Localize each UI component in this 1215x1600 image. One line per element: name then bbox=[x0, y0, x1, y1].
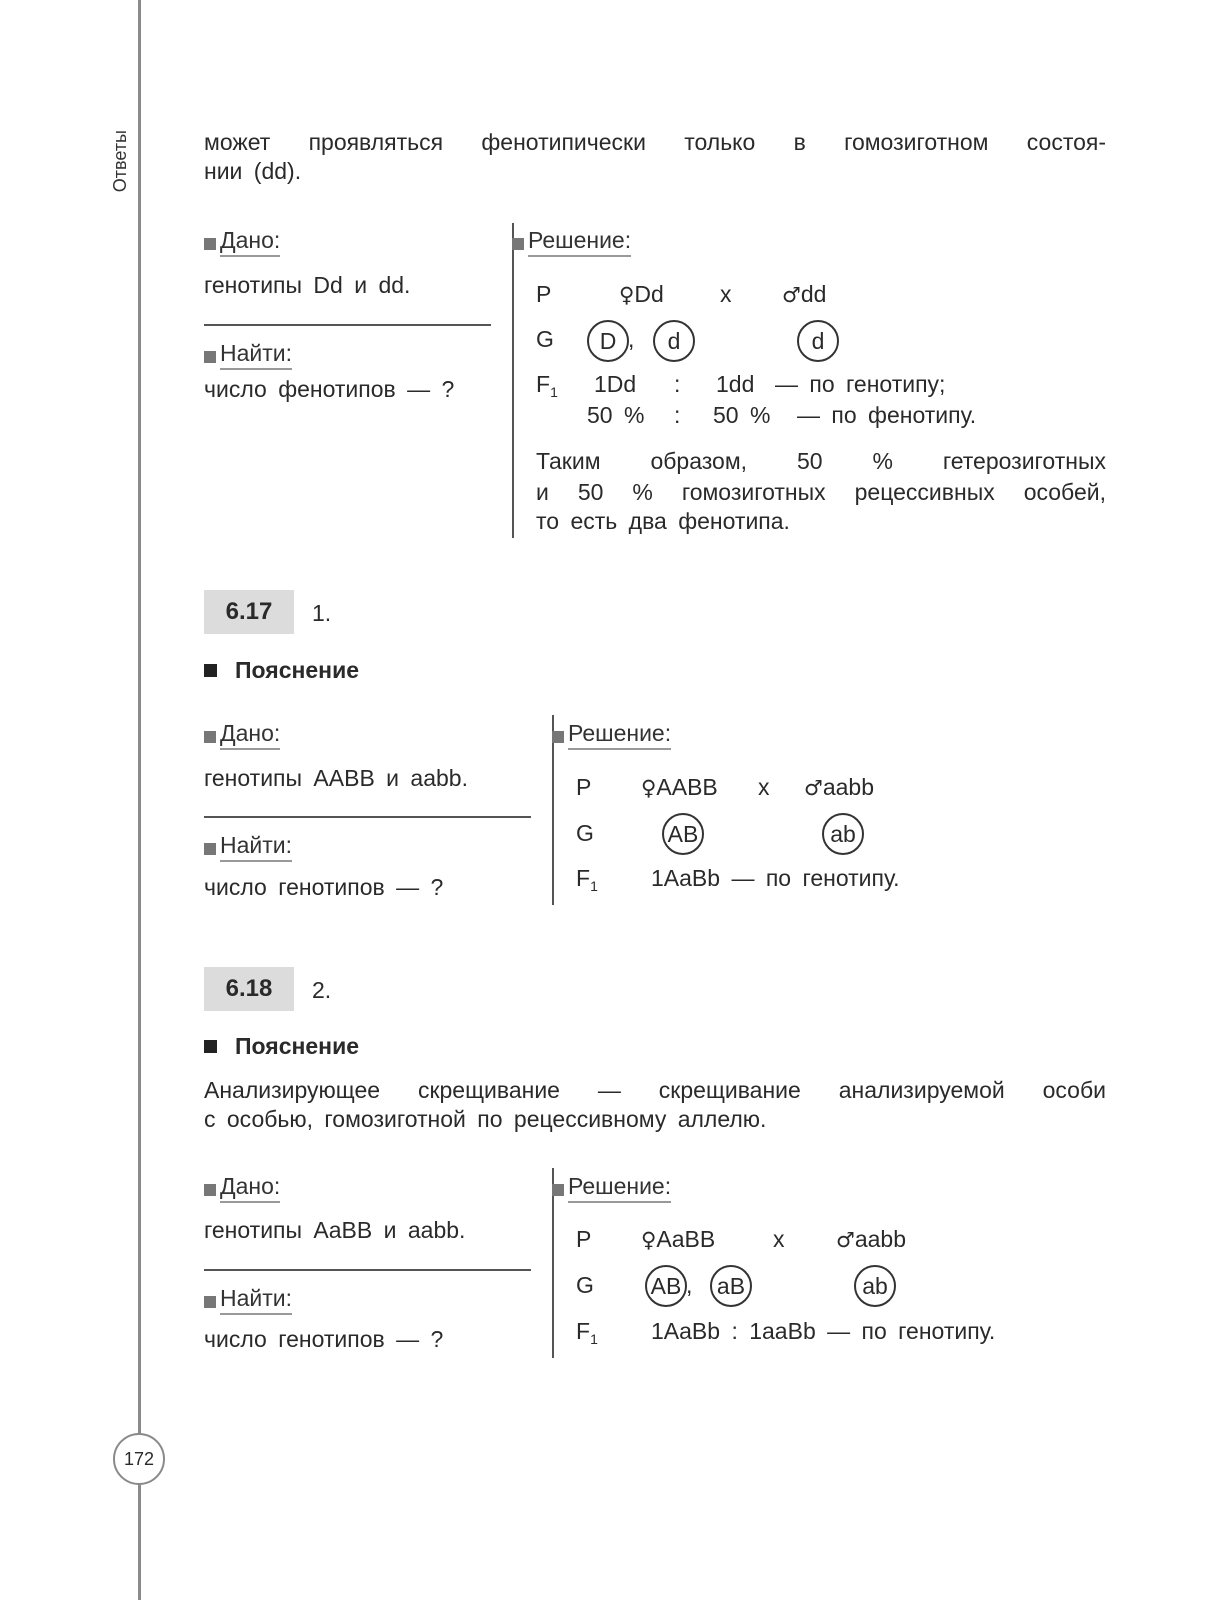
explanation-title: Пояснение bbox=[204, 657, 359, 684]
f1-genotype-b: 1dd bbox=[716, 371, 755, 397]
gamete-circle: AB bbox=[645, 1265, 687, 1307]
female-symbol-icon: ♀ bbox=[619, 283, 635, 307]
given-divider bbox=[204, 324, 491, 326]
find-header: Найти: bbox=[204, 832, 292, 862]
explanation-line-2: с особью, гомозиготной по рецессивному аллелю. bbox=[204, 1106, 767, 1132]
given-divider bbox=[204, 1269, 531, 1271]
page-number: 172 bbox=[113, 1433, 165, 1485]
p-male: ♂aabb bbox=[836, 1226, 906, 1252]
f1-colon: : bbox=[674, 371, 681, 397]
male-symbol-icon: ♂ bbox=[782, 283, 801, 307]
g-label: G bbox=[576, 820, 594, 846]
f1-genotype-a: 1Dd bbox=[594, 371, 637, 397]
square-bullet-icon bbox=[204, 664, 217, 677]
p-female: ♀Dd bbox=[619, 281, 664, 307]
f1-pheno-colon: : bbox=[674, 402, 681, 428]
male-symbol-icon: ♂ bbox=[836, 1228, 855, 1252]
gamete-circle: d bbox=[797, 320, 839, 362]
cross-sign: x bbox=[773, 1226, 785, 1252]
given-text: генотипы AaBB и aabb. bbox=[204, 1217, 466, 1243]
f1-label: $F_1$ bbox=[576, 865, 598, 894]
square-bullet-icon bbox=[204, 1184, 216, 1196]
find-text: число фенотипов — ? bbox=[204, 376, 455, 402]
f1-text: 1AaBb — по генотипу. bbox=[651, 865, 900, 891]
gamete-circle: aB bbox=[710, 1265, 752, 1307]
p-female: ♀AABB bbox=[641, 774, 718, 800]
square-bullet-icon bbox=[204, 1040, 217, 1053]
section-label: Ответы bbox=[110, 130, 130, 193]
p-male: ♂dd bbox=[782, 281, 827, 307]
p-label: P bbox=[576, 1226, 592, 1252]
female-symbol-icon: ♀ bbox=[641, 1228, 657, 1252]
given-divider bbox=[204, 816, 531, 818]
intro-line-1: может проявляться фенотипически только в гомозиготном состоя- bbox=[204, 129, 1106, 155]
square-bullet-icon bbox=[204, 731, 216, 743]
given-header: Дано: bbox=[204, 720, 280, 750]
p-male: ♂aabb bbox=[804, 774, 874, 800]
square-bullet-icon bbox=[552, 731, 564, 743]
f1-pheno-b: 50 % bbox=[713, 402, 771, 428]
f1-pheno-a: 50 % bbox=[587, 402, 645, 428]
f1-label: $F_1$ bbox=[536, 371, 558, 400]
gamete-comma: , bbox=[686, 1272, 693, 1298]
gamete-circle: d bbox=[653, 320, 695, 362]
explanation-line-1: Анализирующее скрещивание — скрещивание анализируемой особи bbox=[204, 1077, 1106, 1103]
p-label: P bbox=[536, 281, 552, 307]
f1-text: 1AaBb : 1aaBb — по генотипу. bbox=[651, 1318, 996, 1344]
cross-sign: x bbox=[720, 281, 732, 307]
f1-genotype-suffix: — по генотипу; bbox=[775, 371, 946, 397]
find-text: число генотипов — ? bbox=[204, 874, 444, 900]
find-header: Найти: bbox=[204, 340, 292, 370]
female-symbol-icon: ♀ bbox=[641, 776, 657, 800]
given-text: генотипы AABB и aabb. bbox=[204, 765, 468, 791]
f1-label: $F_1$ bbox=[576, 1318, 598, 1347]
margin-rule bbox=[138, 0, 141, 1600]
cross-sign: x bbox=[758, 774, 770, 800]
gamete-circle: AB bbox=[662, 813, 704, 855]
conclusion-line-2: и 50 % гомозиготных рецессивных особей, bbox=[536, 479, 1106, 505]
conclusion-line-1: Таким образом, 50 % гетерозиготных bbox=[536, 448, 1106, 474]
task-number-badge: 6.18 bbox=[204, 967, 294, 1011]
gamete-circle: ab bbox=[822, 813, 864, 855]
g-label: G bbox=[576, 1272, 594, 1298]
square-bullet-icon bbox=[204, 1296, 216, 1308]
square-bullet-icon bbox=[204, 238, 216, 250]
square-bullet-icon bbox=[204, 351, 216, 363]
find-header: Найти: bbox=[204, 1285, 292, 1315]
p-female: ♀AaBB bbox=[641, 1226, 716, 1252]
task-answer: 1. bbox=[312, 600, 332, 626]
gamete-circle: D bbox=[587, 320, 629, 362]
square-bullet-icon bbox=[204, 843, 216, 855]
given-text: генотипы Dd и dd. bbox=[204, 272, 411, 298]
gamete-comma: , bbox=[628, 326, 635, 352]
f1-pheno-suffix: — по фенотипу. bbox=[797, 402, 977, 428]
g-label: G bbox=[536, 326, 554, 352]
given-header: Дано: bbox=[204, 1173, 280, 1203]
task-number-badge: 6.17 bbox=[204, 590, 294, 634]
solution-header: Решение: bbox=[552, 1173, 671, 1203]
task-answer: 2. bbox=[312, 977, 332, 1003]
intro-line-2: нии (dd). bbox=[204, 158, 302, 184]
conclusion-line-3: то есть два фенотипа. bbox=[536, 508, 790, 534]
square-bullet-icon bbox=[552, 1184, 564, 1196]
explanation-title: Пояснение bbox=[204, 1033, 359, 1060]
given-header: Дано: bbox=[204, 227, 280, 257]
solution-header: Решение: bbox=[552, 720, 671, 750]
find-text: число генотипов — ? bbox=[204, 1326, 444, 1352]
square-bullet-icon bbox=[512, 238, 524, 250]
solution-header: Решение: bbox=[512, 227, 631, 257]
male-symbol-icon: ♂ bbox=[804, 776, 823, 800]
p-label: P bbox=[576, 774, 592, 800]
gamete-circle: ab bbox=[854, 1265, 896, 1307]
solution-divider bbox=[512, 223, 514, 538]
